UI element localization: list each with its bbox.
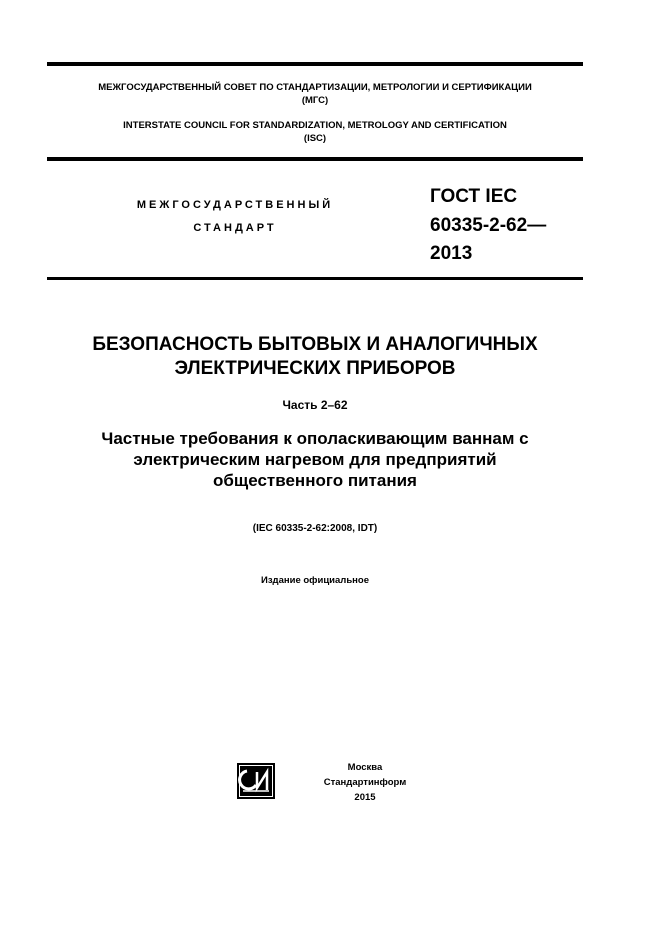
part-label: Часть 2–62 [282, 398, 348, 412]
council-ru-line1: МЕЖГОСУДАРСТВЕННЫЙ СОВЕТ ПО СТАНДАРТИЗАЦИИ, МЕТРОЛОГИИ И СЕРТИФИКАЦИИ [98, 82, 532, 93]
title-line1: БЕЗОПАСНОСТЬ БЫТОВЫХ И АНАЛОГИЧНЫХ [92, 334, 538, 355]
council-ru [47, 81, 583, 107]
iec-reference: (IEC 60335-2-62:2008, IDT) [252, 523, 378, 534]
publisher-city: Москва [347, 762, 383, 773]
publisher-name: Стандартинформ [323, 777, 407, 788]
designation-line3: 2013 [430, 243, 473, 264]
council-rule [47, 157, 583, 161]
subtitle-line3: общественного питания [213, 471, 417, 490]
designation-line1: ГОСТ IEC [430, 186, 518, 207]
standard-kind-line2: СТАНДАРТ [193, 222, 277, 234]
council-ru-line2: (МГС) [301, 95, 329, 106]
title-line2: ЭЛЕКТРИЧЕСКИХ ПРИБОРОВ [174, 358, 456, 379]
publisher-info [320, 760, 410, 805]
top-rule [47, 62, 583, 66]
edition-label: Издание официальное [261, 575, 369, 586]
standard-kind-line1: МЕЖГОСУДАРСТВЕННЫЙ [136, 199, 334, 211]
designation [430, 184, 546, 266]
document-subtitle [47, 428, 583, 491]
standartinform-logo-icon [235, 761, 277, 801]
subtitle-line2: электрическим нагревом для предприятий [133, 450, 497, 469]
council-en-line1: INTERSTATE COUNCIL FOR STANDARDIZATION, METROLOGY AND CERTIFICATION [123, 120, 507, 131]
subtitle-line1: Частные требования к ополаскивающим ваннам с [101, 429, 529, 448]
standard-rule [47, 277, 583, 280]
document-title [47, 333, 583, 381]
designation-line2: 60335-2-62— [430, 215, 547, 236]
council-en [47, 119, 583, 145]
council-en-line2: (ISC) [303, 133, 327, 144]
publisher-year: 2015 [354, 792, 376, 803]
